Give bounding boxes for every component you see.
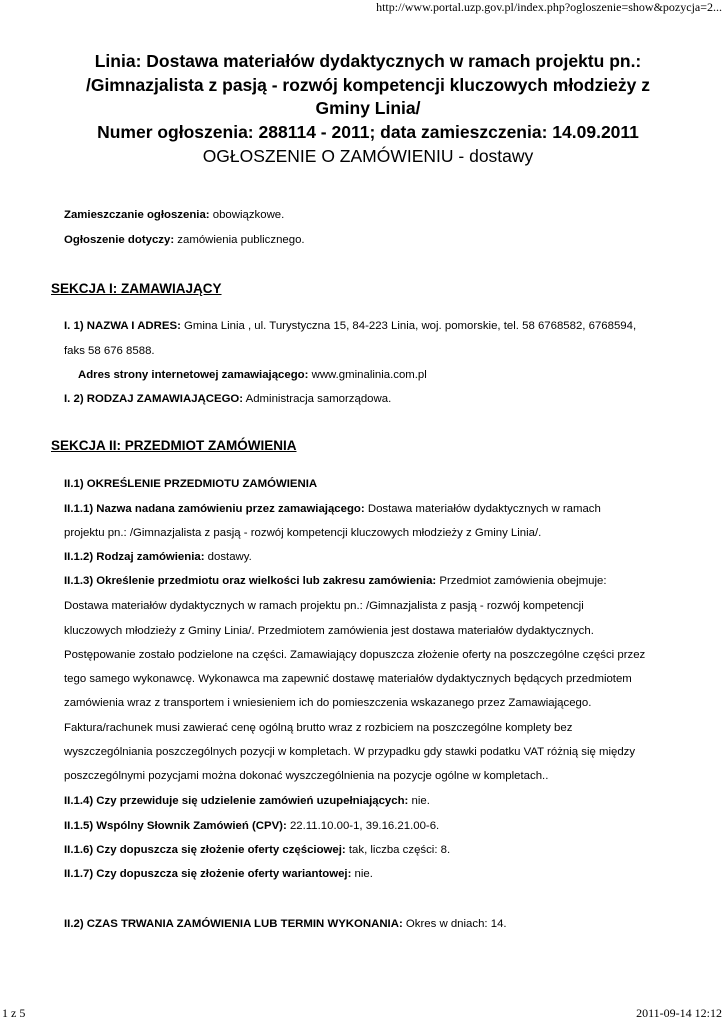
page-indicator: 1 z 5 (2, 1006, 26, 1020)
placement-row (64, 209, 704, 221)
scope-value: Przedmiot zamówienia obejmuje: (436, 575, 607, 587)
section-1-heading: SEKCJA I: ZAMAWIAJĄCY (51, 281, 222, 296)
variant-offer-label: II.1.7) Czy dopuszcza się złożenie oferty wariantowej: (64, 868, 352, 880)
cpv-value: 22.11.10.00-1, 39.16.21.00-6. (286, 820, 440, 832)
notice-number-line: Numer ogłoszenia: 288114 - 2011; data zamieszczenia: 14.09.2011 (97, 121, 639, 142)
scope-line: kluczowych młodzieży z Gminy Linia/. Przedmiotem zamówienia jest dostawa materiałów dydaktycznych. (64, 625, 594, 637)
placement-value: obowiązkowe. (209, 209, 285, 221)
scope-label: II.1.3) Określenie przedmiotu oraz wielkości lub zakresu zamówienia: (64, 575, 437, 587)
contracting-type-label: I. 2) RODZAJ ZAMAWIAJĄCEGO: (64, 393, 244, 405)
notice-title (40, 50, 696, 168)
order-name-row (64, 503, 704, 515)
duration-value: Okres w dniach: 14. (402, 918, 507, 930)
cpv-label: II.1.5) Wspólny Słownik Zamówień (CPV): (64, 820, 287, 832)
print-datetime: 2011-09-14 12:12 (636, 1006, 722, 1020)
title-line-1: Linia: Dostawa materiałów dydaktycznych w ramach projektu pn.: (94, 51, 642, 71)
scope-row (64, 575, 704, 587)
order-kind-value: dostawy. (204, 551, 252, 563)
contracting-name-label: I. 1) NAZWA I ADRES: (64, 320, 181, 332)
order-name-cont: projektu pn.: /Gimnazjalista z pasją - rozwój kompetencji kluczowych młodzieży z Gminy Linia/. (64, 527, 542, 539)
scope-line: zamówienia wraz z transportem i wniesieniem ich do pomieszczenia wskazanego przez Zamawiającego. (64, 697, 592, 709)
supplementary-value: nie. (408, 795, 430, 807)
order-name-label: II.1.1) Nazwa nadana zamówieniu przez zamawiającego: (64, 503, 365, 515)
contracting-type-row (64, 393, 704, 405)
partial-offer-row (64, 844, 704, 856)
variant-offer-value: nie. (351, 868, 373, 880)
subject-def-label: II.1) OKREŚLENIE PRZEDMIOTU ZAMÓWIENIA (64, 478, 318, 490)
concerns-value: zamówienia publicznego. (174, 234, 305, 246)
title-line-3: Gminy Linia/ (315, 98, 421, 118)
duration-row (64, 918, 704, 930)
scope-line: tego samego wykonawcę. Wykonawca ma zapewnić dostawę materiałów dydaktycznych będących przedmiotem (64, 673, 632, 685)
scope-line: Faktura/rachunek musi zawierać cenę ogólną brutto wraz z rozbiciem na poszczególne komplety bez (64, 722, 573, 734)
browser-url: http://www.portal.uzp.gov.pl/index.php?ogloszenie=show&pozycja=2... (376, 0, 722, 14)
notice-subtitle: OGŁOSZENIE O ZAMÓWIENIU - dostawy (202, 146, 534, 166)
scope-line: poszczególnymi pozycjami można dokonać wyszczególnienia na pozycje ogólne w kompletach.. (64, 770, 549, 782)
scope-line: Postępowanie zostało podzielone na części. Zamawiający dopuszcza złożenie oferty na poszczególne części przez (64, 649, 646, 661)
cpv-row (64, 820, 704, 832)
concerns-row (64, 234, 704, 246)
website-row (78, 369, 718, 381)
contracting-type-value: Administracja samorządowa. (243, 393, 392, 405)
duration-label: II.2) CZAS TRWANIA ZAMÓWIENIA LUB TERMIN WYKONANIA: (64, 918, 403, 930)
scope-line: Dostawa materiałów dydaktycznych w ramach projektu pn.: /Gimnazjalista z pasją - rozwój kompetencji (64, 600, 584, 612)
title-line-2: /Gimnazjalista z pasją - rozwój kompetencji kluczowych młodzieży z (85, 74, 651, 95)
contracting-name-value: Gmina Linia , ul. Turystyczna 15, 84-223 Linia, woj. pomorskie, tel. 58 6768582, 6768594, (180, 320, 637, 332)
partial-offer-label: II.1.6) Czy dopuszcza się złożenie oferty częściowej: (64, 844, 346, 856)
concerns-label: Ogłoszenie dotyczy: (64, 234, 175, 246)
scope-line: wyszczególniania poszczególnych pozycji w kompletach. W przypadku gdy stawki podatku VAT różnią się między (64, 746, 636, 758)
section-2-heading: SEKCJA II: PRZEDMIOT ZAMÓWIENIA (51, 438, 297, 453)
website-label: Adres strony internetowej zamawiającego: (78, 369, 309, 381)
order-kind-label: II.1.2) Rodzaj zamówienia: (64, 551, 205, 563)
contracting-name-row (64, 320, 704, 332)
variant-offer-row (64, 868, 704, 880)
order-name-value: Dostawa materiałów dydaktycznych w ramach (364, 503, 601, 515)
placement-label: Zamieszczanie ogłoszenia: (64, 209, 210, 221)
supplementary-label: II.1.4) Czy przewiduje się udzielenie zamówień uzupełniających: (64, 795, 409, 807)
website-value: www.gminalinia.com.pl (308, 369, 427, 381)
fax-row: faks 58 676 8588. (64, 345, 155, 357)
partial-offer-value: tak, liczba części: 8. (345, 844, 451, 856)
order-kind-row (64, 551, 704, 563)
supplementary-row (64, 795, 704, 807)
subject-def-row (64, 478, 704, 490)
